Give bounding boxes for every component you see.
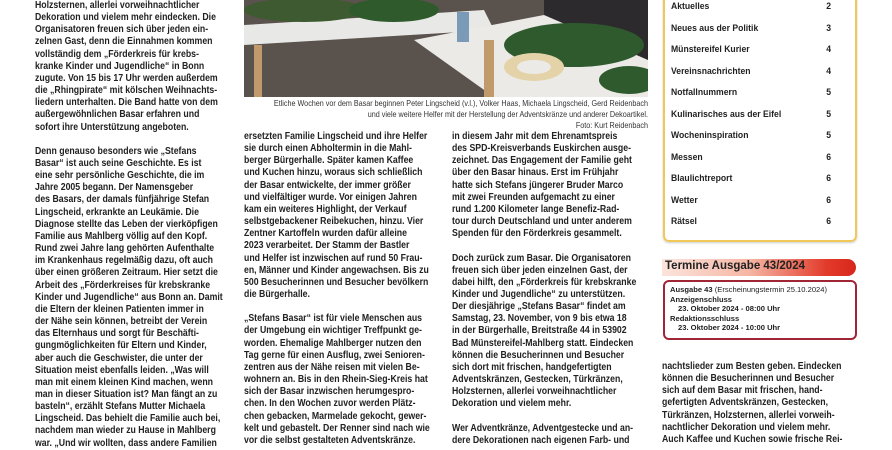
text-line: Holzsternen, allerlei vorweihnachtlicher [452,386,617,398]
toc-item[interactable] [671,22,837,33]
text-line: zentren aus der Nähe reisen mit vielen Be- [244,361,420,373]
text-line: Tag gerne für einen Ausflug, zwei Senioren- [244,349,425,361]
caption-line: und viele weitere Helfer mit der Herstellung der Adventskränze und anderer Dekoartikel. [367,109,648,119]
text-line: Spenden für den Förderkreis gesammelt. [452,228,622,240]
toc-page: 4 [826,64,832,76]
text-line: freuen sich über jeden einzelnen Gast, der [452,264,628,276]
article-column-2 [244,131,430,447]
toc-page: 3 [826,21,832,33]
paragraph-gap [244,301,430,313]
text-line: Lingscheid, erkrankte an Leukämie. Die [35,206,199,218]
text-line: Zentner Kartoffeln wurden dafür alleine [244,228,407,240]
photo-caption [274,98,648,131]
text-line: Familie aus Mahlberg völlig auf den Kopf. [35,230,208,242]
text-line: Organisatoren freuen sich über jeden ein- [35,24,209,36]
text-line: Türkränzen, Holzsternen, allerlei vorweih- [662,409,835,421]
text-line: und Helfer ist inzwischen auf rund 50 Frau- [244,252,423,264]
text-line: das Elternhaus und sorgt für Beschäfti- [35,328,199,340]
toc-label: Aktuelles [671,0,710,11]
text-line: Auch Kaffee und Kuchen sowie frische Rei- [662,433,843,445]
text-line: rund 1.200 Kilometer lange Benefiz-Rad- [452,203,620,215]
text-line: Holzsternen, allerlei vorweihnachtlicher [35,0,200,11]
text-line: des SPD-Kreisverbands Euskirchen ausge- [452,143,631,155]
text-line: gungmöglichkeiten für Eltern und Kinder, [35,340,207,352]
text-line: im Krankenhaus regelmäßig dazu, oft auch [35,255,214,267]
paragraph-gap [452,411,636,423]
text-line: die Bürgerhalle. [244,289,310,301]
toc-page: 5 [826,129,832,140]
text-line: Rund zwei Jahre lang gehörten Aufenthalte [35,243,215,255]
text-line: und vielfältiger wurde. Vor einigen Jahren [244,191,417,203]
text-line: war. „Und wir wollten, dass andere Familien [35,437,217,449]
text-line: kam ein weiteres Highlight, der Verkauf [244,203,407,215]
toc-label: Messen [671,150,703,162]
caption-line: Etliche Wochen vor dem Basar beginnen Peter Lingscheid (v.l.), Volker Haas, Michaela Lingscheid, Gerd Reidenbach [273,98,648,108]
text-line: zelnen Gast, denn die Einnahmen kommen [35,36,213,48]
toc-label: Notfallnummern [671,86,738,97]
text-line: zeichnet. Das Engagement der Familie geht [452,155,632,167]
article-column-4 [662,361,842,446]
toc-label: Münstereifel Kurier [671,43,750,54]
text-line: der Nähe sein können, betreibt der Verein [35,316,208,328]
termine-header [662,259,856,276]
text-line: zugute. Von 15 bis 17 Uhr werden außerdem [35,72,218,84]
article-column-3 [452,131,636,447]
text-line: Denn genauso besonders wie „Stefans [35,145,197,157]
toc-item[interactable] [671,194,837,205]
text-line: nachtslieder zum Besten geben. Eindecken [662,361,842,372]
text-line: sich der Basar inzwischen herumgespro- [244,386,415,398]
anzeigenschluss-date: 23. Oktober 2024 - 08:00 Uhr [678,304,781,314]
text-line: tour durch Deutschland und unter anderem [452,216,632,228]
text-line: basteln“, erzählt Stefans Mutter Michaela [35,401,206,413]
text-line: en, Männer und Kinder angewachsen. Bis zu [244,264,429,276]
article-column-1 [35,0,223,450]
text-line: in der Bürgerhalle, Breitstraße 44 in 53902 [452,325,627,337]
text-line: des Basars, der damals fünfjährige Stefan [35,194,210,206]
text-line: vollständig dem „Förderkreis für krebs- [35,48,199,60]
text-line: Arbeit des „Förderkreises für krebskranke [35,279,211,291]
toc-page: 2 [826,0,832,11]
text-line: berger Bürgerhalle. Später kamen Kaffee [244,155,414,167]
toc-item[interactable] [671,65,837,76]
text-line: die „Rhingpirate“ mit kölschen Weihnachts- [35,85,218,97]
toc-item[interactable] [671,172,837,183]
toc-page: 6 [826,215,832,226]
toc-label: Neues aus der Politik [671,21,759,33]
text-line: Basar“ ist auch seine Geschichte. Es ist [35,158,202,170]
text-line: Diagnose stellte das Leben der vierköpfigen [35,218,218,230]
photo-credit: Foto: Kurt Reidenbach [575,120,648,130]
text-line: dere Dekorationen nach eigenen Farb- und [452,434,630,446]
text-line: „Stefans Basar“ ist für viele Menschen aus [244,313,423,325]
toc-page: 5 [826,86,832,97]
text-line: außergewöhnlichen Basar erfahren und [35,109,200,121]
text-line: sich auf dem Basar mit frischen, hand- [662,385,823,397]
text-line: mit zwei Freunden aufgemacht zu einer [452,191,615,203]
text-line: können die Besucherinnen und Besucher [662,373,835,385]
text-line: Der diesjährige „Stefans Basar“ findet am [452,301,626,313]
text-line: selbstgebackener Reibekuchen, hinzu. Vier [244,216,424,228]
toc-item[interactable] [671,129,837,140]
termine-title: Termine Ausgabe 43/2024 [665,260,805,272]
text-line: gefertigten Adventskränzen, Gestecken, [662,397,829,409]
text-line: chen gebacken, Marmelade gekocht, gewer- [244,410,427,422]
text-line: Situation meist ebenfalls leiden. „Was will [35,364,209,376]
redaktionsschluss-date: 23. Oktober 2024 - 10:00 Uhr [678,323,781,333]
text-line: und Kuchen hinzu, woraus sich schließlich [244,167,423,179]
text-line: in diesem Jahr mit dem Ehrenamtspreis [452,131,618,142]
text-line: man in dieser Situation ist? Man fängt an zu [35,388,218,400]
text-line: Lingscheid. Das behielt die Familie auch bei, [35,413,221,425]
termine-box [663,280,857,340]
erscheinungstermin: (Erscheinungstermin 25.10.2024) [712,285,828,294]
toc-label: Kulinarisches aus der Eifel [671,107,782,119]
text-line: Kinder und Jugendliche“ aus Bonn an. Damit [35,291,223,303]
text-line: Kinder und Jugendliche“ zu unterstützen. [452,289,626,301]
text-line: über einen größeren Zeitraum. Hier setzt die [35,267,218,279]
text-line: worden. Ehemalige Mahlberger nutzen den [244,337,422,349]
table-of-contents [663,0,857,242]
text-line: chen. In den Wochen zuvor werden Plätz- [244,398,416,410]
paragraph-gap [452,240,636,252]
toc-label: Rätsel [671,215,697,226]
text-line: man mit einem kleinen Kind machen, wenn [35,376,214,388]
toc-item[interactable] [671,86,837,97]
article-photo [244,0,648,97]
text-line: 500 Besucherinnen und Besucher bevölkern [244,276,429,288]
text-line: liedern unterhalten. Die Band hatte von dem [35,97,218,109]
text-line: Wer Adventkränze, Adventgestecke und an- [452,422,634,434]
toc-item[interactable] [671,151,837,162]
toc-item[interactable] [671,108,837,119]
toc-label: Wocheninspiration [671,129,749,140]
toc-item[interactable] [671,0,837,11]
text-line: kranke Kinder und Jugendliche“ in Bonn [35,60,205,72]
toc-item[interactable] [671,215,837,226]
toc-label: Blaulichtreport [671,172,733,183]
toc-page: 4 [826,43,832,54]
text-line: Bad Münstereifel-Mahlberg statt. Eindecken [452,337,634,349]
text-line: Dekoration und vielem mehr eindecken. Die [35,12,216,24]
text-line: wohnern an. Bis in den Rhein-Sieg-Kreis hat [244,374,428,386]
toc-label: Vereinsnachrichten [671,64,751,76]
toc-label: Wetter [671,193,698,205]
text-line: Dekoration und vielem mehr. [452,398,572,410]
text-line: aber auch die Geschwister, die unter der [35,352,203,364]
toc-page: 6 [826,150,832,162]
text-line: Jahre 2005 begann. Der Namensgeber [35,182,194,194]
ausgabe-number: Ausgabe 43 [670,285,713,294]
text-line: ersetzten Familie Lingscheid und ihre Helfer [244,131,428,142]
text-line: 2023 verarbeitet. Der Stamm der Bastler [244,240,410,252]
ausgabe-line [670,285,827,295]
toc-page: 5 [826,107,832,119]
text-line: vor die selbst gestalteten Adventskränze. [244,434,416,446]
text-line: sich dort mit frischen, handgefertigten [452,361,612,373]
text-line: nachdem man wieder zu Hause in Mahlberg [35,425,216,437]
redaktionsschluss-label: Redaktionsschluss [670,313,740,323]
paragraph-gap [35,134,223,146]
toc-page: 6 [826,172,832,183]
anzeigenschluss-label: Anzeigenschluss [670,294,733,304]
text-line: kelt und gebastelt. Der Renner sind nach wie [244,422,430,434]
text-line: über den Basar hinaus. Erst im Frühjahr [452,167,619,179]
text-line: Samstag, 23. November, von 9 bis etwa 18 [452,313,627,325]
text-line: eine sehr persönliche Geschichte, die im [35,170,205,182]
text-line: nachtlicher Dekoration und vielem mehr. [662,421,831,433]
text-line: der Umgebung ein wichtiger Treffpunkt ge- [244,325,422,337]
text-line: Doch zurück zum Basar. Die Organisatoren [452,252,631,264]
text-line: die Eltern der kleinen Patienten immer in [35,303,204,315]
toc-item[interactable] [671,43,837,54]
text-line: sie durch einen Abholtermin in die Mahl- [244,143,412,155]
text-line: können die Besucherinnen und Besucher [452,349,625,361]
text-line: dabei hilft, den „Förderkreis für krebskranke [452,276,637,288]
text-line: der Basar entwickelte, der immer größer [244,179,411,191]
text-line: hatte sich Stefans jüngerer Bruder Marco [452,179,624,191]
text-line: Adventskränzen, Gestecken, Türkränzen, [452,374,623,386]
text-line: sofort ihre Unterstützung angeboten. [35,121,189,133]
toc-page: 6 [826,193,832,205]
